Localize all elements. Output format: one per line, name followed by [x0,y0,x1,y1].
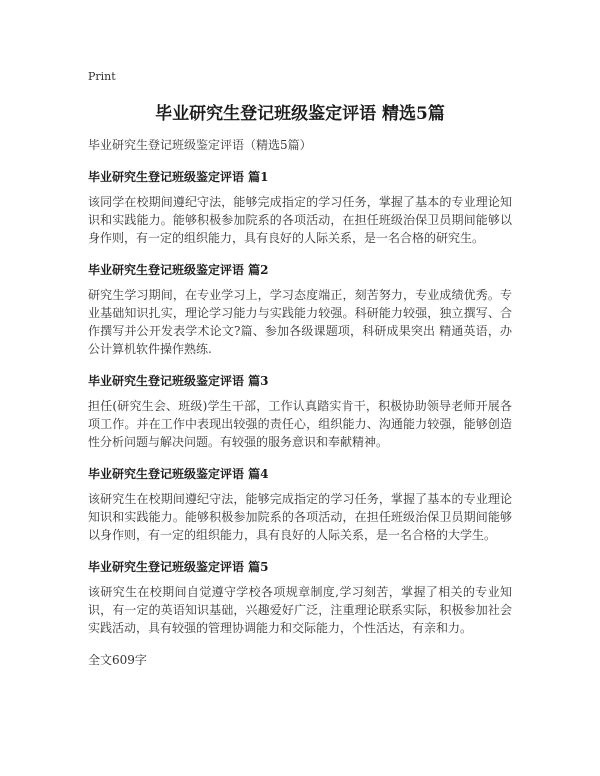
section-body: 担任(研究生会、班级)学生干部，工作认真踏实肯干，积极协助领导老师开展各项工作。并在工作中表现出较强的责任心，组织能力、沟通能力较强，能够创造性分析问题与解决问题。有较强的服务意识和奉献精神。 [88,399,512,449]
section-3 [88,372,512,451]
section-heading: 毕业研究生登记班级鉴定评语 篇1 [88,170,269,184]
page-title: 毕业研究生登记班级鉴定评语 精选5篇 [155,104,445,124]
word-count: 全文609字 [88,653,147,667]
section-heading: 毕业研究生登记班级鉴定评语 篇3 [88,374,269,388]
section-heading: 毕业研究生登记班级鉴定评语 篇4 [88,467,269,481]
section-body: 该同学在校期间遵纪守法，能够完成指定的学习任务，掌握了基本的专业理论知识和实践能力。能够积极参加院系的各项活动，在担任班级治保卫员期间能够以身作则，有一定的组织能力，具有良好的人际关系，是一名合格的研究生。 [88,195,512,245]
section-body: 研究生学习期间，在专业学习上，学习态度端正，刻苦努力，专业成绩优秀。专业基础知识扎实，理论学习能力与实践能力较强。科研能力较强，独立撰写、合作撰写并公开发表学术论文?篇、参加各级课题项，科研成果突出 精通英语，办公计算机软件操作熟练. [88,288,512,356]
section-body: 该研究生在校期间自觉遵守学校各项规章制度,学习刻苦，掌握了相关的专业知识，有一定的英语知识基础，兴趣爱好广泛，注重理论联系实际，积极参加社会实践活动，具有较强的管理协调能力和交际能力，个性活达，有亲和力。 [88,585,512,635]
section-5 [88,558,512,637]
section-heading: 毕业研究生登记班级鉴定评语 篇5 [88,560,269,574]
document-subtitle: 毕业研究生登记班级鉴定评语（精选5篇） [88,138,312,152]
section-4 [88,465,512,544]
print-link[interactable]: Print [88,70,116,83]
section-heading: 毕业研究生登记班级鉴定评语 篇2 [88,263,269,277]
section-1 [88,168,512,247]
section-body: 该研究生在校期间遵纪守法，能够完成指定的学习任务，掌握了基本的专业理论知识和实践能力。能够积极参加院系的各项活动，在担任班级治保卫员期间能够以身作则，有一定的组织能力，具有良好的人际关系，是一名合格的大学生。 [88,492,512,542]
section-2 [88,261,512,358]
